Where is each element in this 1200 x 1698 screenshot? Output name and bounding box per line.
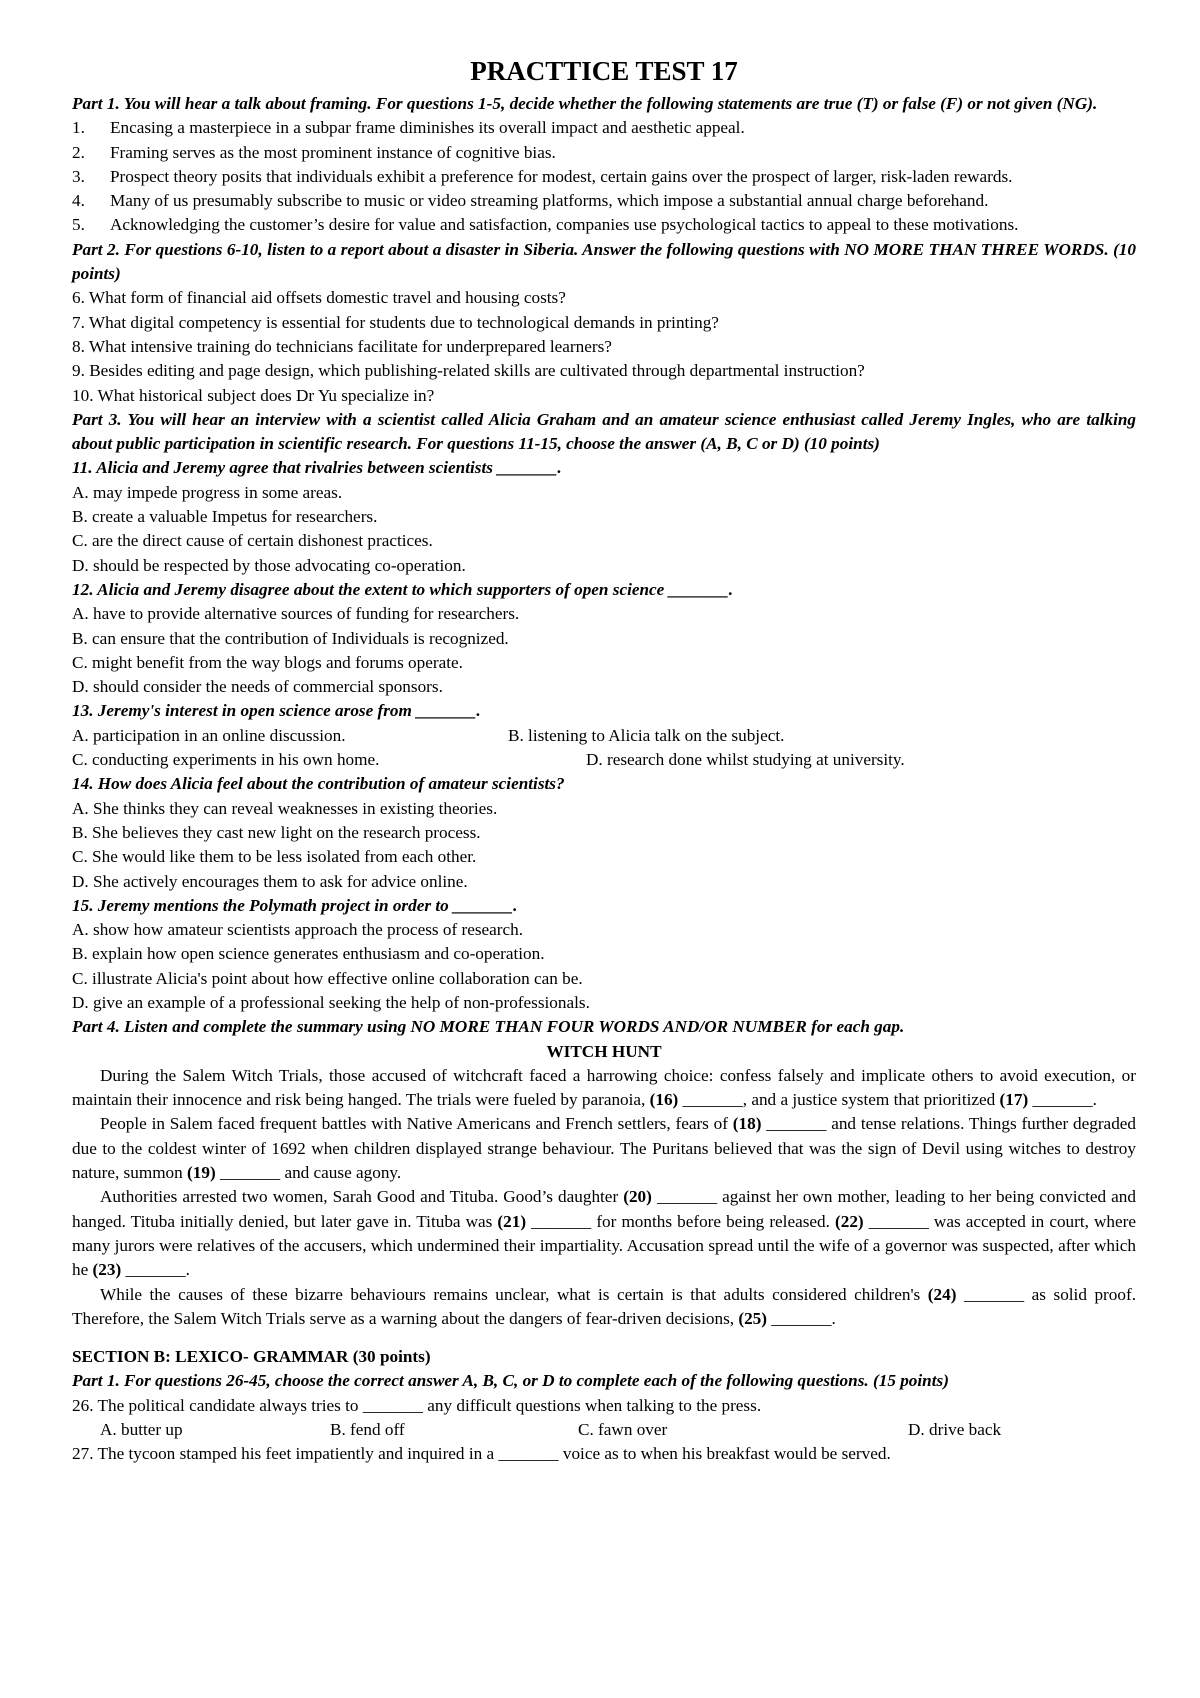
passage-title: WITCH HUNT bbox=[546, 1041, 662, 1061]
option: B. create a valuable Impetus for researchers. bbox=[72, 507, 378, 527]
option: C. illustrate Alicia's point about how effective online collaboration can be. bbox=[72, 968, 583, 988]
question-line: 6. What form of financial aid offsets domestic travel and housing costs? bbox=[72, 288, 566, 308]
option-row bbox=[72, 748, 1136, 772]
question-11: 11. Alicia and Jeremy agree that rivalries between scientists _______. bbox=[72, 458, 562, 478]
item-number: 3. bbox=[72, 166, 85, 186]
option: D. drive back bbox=[908, 1420, 1002, 1440]
question-line: 9. Besides editing and page design, which publishing-related skills are cultivated through departmental instruction? bbox=[72, 361, 865, 381]
gap-number: (23) bbox=[92, 1260, 122, 1280]
section-b-heading: SECTION B: LEXICO- GRAMMAR (30 points) bbox=[72, 1347, 431, 1367]
gap-number: (24) bbox=[927, 1284, 957, 1304]
page-title: PRACTTICE TEST 17 bbox=[470, 56, 738, 86]
gap-number: (19) bbox=[187, 1163, 216, 1183]
option: D. She actively encourages them to ask for advice online. bbox=[72, 871, 468, 891]
item-text: Many of us presumably subscribe to music or video streaming platforms, which impose a substantial annual charge beforehand. bbox=[110, 191, 989, 211]
passage-text: _______ as solid proof. Therefore, the Salem Witch Trials serve as a warning about the dangers of fear-driven decisions, bbox=[72, 1284, 1136, 1328]
passage-text: _______. bbox=[767, 1308, 836, 1328]
question-line: 10. What historical subject does Dr Yu specialize in? bbox=[72, 385, 435, 405]
option-row bbox=[72, 1418, 1136, 1442]
item-text: Framing serves as the most prominent instance of cognitive bias. bbox=[110, 142, 556, 162]
item-number: 1. bbox=[72, 118, 85, 138]
option: B. can ensure that the contribution of Individuals is recognized. bbox=[72, 628, 509, 648]
list-item bbox=[72, 116, 1136, 140]
question-12: 12. Alicia and Jeremy disagree about the extent to which supporters of open science _______. bbox=[72, 579, 734, 599]
option: D. should be respected by those advocating co-operation. bbox=[72, 555, 466, 575]
option: A. show how amateur scientists approach the process of research. bbox=[72, 920, 524, 940]
option: A. may impede progress in some areas. bbox=[72, 482, 343, 502]
passage-text: _______. bbox=[121, 1260, 190, 1280]
option: C. fawn over bbox=[578, 1420, 668, 1440]
option: A. participation in an online discussion. bbox=[72, 725, 346, 745]
part1-heading: Part 1. You will hear a talk about framing. For questions 1-5, decide whether the following statements are true (T) or false (F) or not given (NG). bbox=[72, 94, 1098, 113]
passage-text: _______ and cause agony. bbox=[215, 1163, 402, 1183]
passage-text: _______. bbox=[1028, 1090, 1097, 1110]
passage-text: People in Salem faced frequent battles with Native Americans and French settlers, fears of bbox=[100, 1114, 733, 1134]
option: C. might benefit from the way blogs and forums operate. bbox=[72, 652, 463, 672]
question-line: 7. What digital competency is essential for students due to technological demands in printing? bbox=[72, 312, 719, 332]
question-15: 15. Jeremy mentions the Polymath project in order to _______. bbox=[72, 895, 518, 915]
option: D. should consider the needs of commercial sponsors. bbox=[72, 677, 443, 697]
passage-paragraph bbox=[72, 1064, 1136, 1113]
question-26: 26. The political candidate always tries to _______ any difficult questions when talking to the press. bbox=[72, 1395, 762, 1415]
passage-text: _______ against her own mother, leading to her being convicted and hanged. Tituba initially denied, but later gave in. Tituba was bbox=[72, 1187, 1136, 1231]
list-item bbox=[72, 189, 1136, 213]
gap-number: (18) bbox=[732, 1114, 762, 1134]
item-number: 2. bbox=[72, 142, 85, 162]
passage-text: _______ and tense relations. Things further degraded due to the coldest winter of 1692 when children displayed strange behaviour. The Puritans believed that was the sign of Devil using witches to destroy nature, summon bbox=[72, 1114, 1137, 1183]
option: A. butter up bbox=[100, 1420, 183, 1440]
passage-text: _______, and a justice system that prioritized bbox=[678, 1090, 1000, 1110]
option: C. She would like them to be less isolated from each other. bbox=[72, 847, 477, 867]
option: C. are the direct cause of certain dishonest practices. bbox=[72, 531, 433, 551]
item-text: Encasing a masterpiece in a subpar frame diminishes its overall impact and aesthetic appeal. bbox=[110, 118, 745, 138]
option: D. give an example of a professional seeking the help of non-professionals. bbox=[72, 992, 590, 1012]
gap-number: (17) bbox=[999, 1090, 1029, 1110]
option: A. She thinks they can reveal weaknesses in existing theories. bbox=[72, 798, 498, 818]
item-text: Prospect theory posits that individuals exhibit a preference for modest, certain gains over the prospect of larger, risk-laden rewards. bbox=[110, 166, 1013, 186]
question-line: 8. What intensive training do technicians facilitate for underprepared learners? bbox=[72, 336, 612, 356]
gap-number: (16) bbox=[649, 1090, 679, 1110]
list-item bbox=[72, 141, 1136, 165]
option: B. explain how open science generates enthusiasm and co-operation. bbox=[72, 944, 545, 964]
passage-text: _______ was accepted in court, where many jurors were relatives of the accusers, which undermined their impartiality. Accusation spread until the wife of a governor was suspected, after which he bbox=[72, 1211, 1136, 1280]
part3-heading: Part 3. You will hear an interview with a scientist called Alicia Graham and an amateur science enthusiast called Jeremy Ingles, who are talking about public participation in scientific research. For questions 11-15, choose the answer (A, B, C or D) (10 points) bbox=[72, 409, 1136, 454]
passage-paragraph bbox=[72, 1185, 1136, 1282]
option: B. She believes they cast new light on the research process. bbox=[72, 822, 481, 842]
gap-number: (22) bbox=[835, 1211, 864, 1231]
option-row bbox=[72, 724, 1136, 748]
passage-paragraph bbox=[72, 1112, 1136, 1185]
option: D. research done whilst studying at university. bbox=[586, 750, 905, 770]
question-13: 13. Jeremy's interest in open science arose from _______. bbox=[72, 701, 481, 721]
passage-paragraph bbox=[72, 1283, 1136, 1332]
item-number: 4. bbox=[72, 191, 85, 211]
part4-heading: Part 4. Listen and complete the summary using NO MORE THAN FOUR WORDS AND/OR NUMBER for each gap. bbox=[72, 1017, 905, 1037]
gap-number: (21) bbox=[497, 1211, 527, 1231]
part1-statements bbox=[72, 116, 1136, 237]
worksheet-page bbox=[72, 52, 1136, 1467]
passage-text: While the causes of these bizarre behaviours remains unclear, what is certain is that adults considered children's bbox=[100, 1284, 928, 1304]
option: B. listening to Alicia talk on the subject. bbox=[508, 725, 785, 745]
list-item bbox=[72, 213, 1136, 237]
gap-number: (20) bbox=[623, 1187, 652, 1207]
question-27: 27. The tycoon stamped his feet impatiently and inquired in a _______ voice as to when his breakfast would be served. bbox=[72, 1444, 891, 1464]
part2-heading: Part 2. For questions 6-10, listen to a report about a disaster in Siberia. Answer the following questions with NO MORE THAN THREE WORDS. (10 points) bbox=[72, 239, 1136, 284]
passage-text: During the Salem Witch Trials, those accused of witchcraft faced a harrowing choice: confess falsely and implicate others to avoid execution, or maintain their innocence and risk being hanged. The trials were fueled by paranoia, bbox=[72, 1065, 1136, 1110]
gap-number: (25) bbox=[738, 1308, 767, 1328]
list-item bbox=[72, 165, 1136, 189]
option: A. have to provide alternative sources of funding for researchers. bbox=[72, 604, 520, 624]
passage-text: Authorities arrested two women, Sarah Good and Tituba. Good’s daughter bbox=[100, 1187, 624, 1207]
section-b-part1-heading: Part 1. For questions 26-45, choose the correct answer A, B, C, or D to complete each of the following questions. (15 points) bbox=[72, 1371, 949, 1391]
passage-text: _______ for months before being released. bbox=[526, 1211, 835, 1231]
question-14: 14. How does Alicia feel about the contribution of amateur scientists? bbox=[72, 774, 565, 794]
item-number: 5. bbox=[72, 215, 85, 235]
option: C. conducting experiments in his own home. bbox=[72, 750, 380, 770]
option: B. fend off bbox=[330, 1420, 405, 1440]
item-text: Acknowledging the customer’s desire for value and satisfaction, companies use psychological tactics to appeal to these motivations. bbox=[110, 215, 1019, 235]
